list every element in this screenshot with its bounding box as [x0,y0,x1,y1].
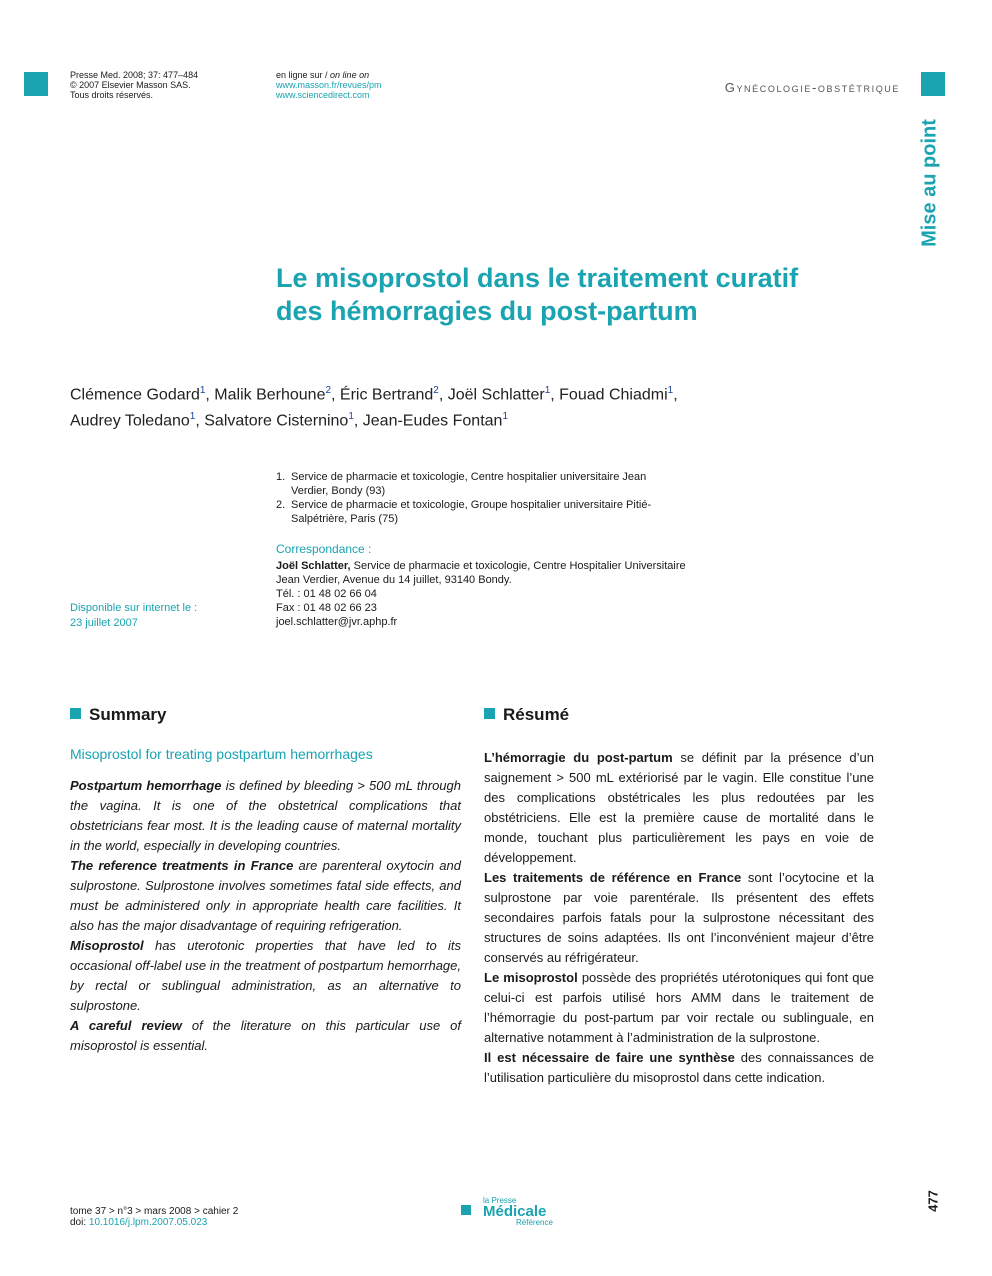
authors-line-2 [70,406,770,432]
author-affiliation-ref: 1 [189,411,196,423]
author-name: Fouad Chiadmi [559,386,668,404]
author-name: Salvatore Cisternino [204,412,349,430]
author-affiliation-ref: 1 [544,385,551,396]
author-name: Clémence Godard [70,386,200,404]
author-affiliation-ref: 1 [667,385,674,396]
author-name: Audrey Toledano [70,412,190,430]
author-affiliation-ref: 1 [502,411,508,423]
article-title [276,262,876,328]
summary-text: is defined by bleeding > 500 mL through the vagina. It is one of the obstetrical complications that obstetricians fear most. It is the leading cause of maternal mortality in the world, especially in developing countries. [70,778,461,853]
affiliation-item [276,470,676,498]
resume-heading [484,705,874,725]
title-line-1: Le misoprostol dans le traitement curatif [276,263,799,293]
correspondence-fax: Fax : 01 48 02 66 23 [276,602,377,614]
logo-square-icon [461,1205,471,1215]
resume-lead: L’hémorragie du post-partum [484,750,673,765]
author-affiliation-ref: 2 [325,385,332,396]
author-name: Joël Schlatter [447,386,545,404]
article-type-tab [910,115,950,250]
heading-bullet-icon [484,708,495,719]
issue-line: tome 37 > n°3 > mars 2008 > cahier 2 [70,1206,239,1217]
affiliation-number: 2. [276,499,286,511]
doi-line [70,1217,370,1228]
affiliations [276,470,676,526]
author-name: Malik Berhoune [214,386,326,404]
author-list [70,380,770,433]
online-label: en ligne sur / [276,70,328,80]
resume-paragraph [484,748,874,868]
resume-paragraph [484,968,874,1048]
correspondence-address-line-2: Jean Verdier, Avenue du 14 juillet, 93140 Bondy. [276,574,512,586]
summary-paragraph [70,936,461,1016]
summary-text: of the literature on this particular use of misoprostol is essential. [70,1018,461,1053]
summary-heading [70,705,461,725]
correspondent-address: Service de pharmacie et toxicologie, Centre Hospitalier Universitaire [350,560,686,572]
author-name: Jean-Eudes Fontan [362,412,503,430]
author-name: Éric Bertrand [339,386,434,404]
summary-text: are parenteral oxytocin and sulprostone. Sulprostone involves sometimes fatal side effects, and must be administered only in appropriate health care facilities. It also has the major disadvantage of requiring refrigeration. [70,858,461,933]
available-online-date: 23 juillet 2007 [70,617,138,629]
affiliation-item [276,498,676,526]
online-label-row [276,70,476,80]
summary-paragraph [70,856,461,936]
affiliation-number: 1. [276,471,286,483]
resume-heading-text: Résumé [503,705,570,724]
sciencedirect-link[interactable]: www.sciencedirect.com [276,90,370,100]
resume-lead: Le misoprostol [484,970,578,985]
logo-line-3: Référence [516,1218,553,1227]
summary-lead: A careful review [70,1018,182,1033]
summary-lead: Misoprostol [70,938,144,953]
affiliation-text: Service de pharmacie et toxicologie, Groupe hospitalier universitaire Pitié-Salpétrière, Paris (75) [291,499,652,525]
correspondence-label: Correspondance : [276,542,372,556]
resume-lead: Il est nécessaire de faire une synthèse [484,1050,735,1065]
resume-lead: Les traitements de référence en France [484,870,742,885]
author-separator: , [331,386,340,404]
online-label-en: on line on [330,70,370,80]
correspondence-email[interactable]: joel.schlatter@jvr.aphp.fr [276,616,398,628]
article-type-label: Mise au point [918,118,941,247]
author-separator: , [673,386,678,404]
corner-square-left [24,72,48,96]
journal-logo [461,1196,581,1228]
summary-paragraph [70,1016,461,1056]
resume-text: possède des propriétés utérotoniques qui font que celui-ci est parfois utilisé hors AMM dans le traitement de l’hémorragie du post-partum par voir rectale ou sublinguale, en alternative notamment à l’administration de la sulprostone. [484,970,875,1045]
resume-text: des connaissances de l’utilisation particulière du misoprostol dans cette indication. [484,1050,874,1085]
summary-heading-text: Summary [89,705,167,724]
author-separator: , [550,386,560,404]
heading-bullet-icon [70,708,81,719]
resume-text: sont l’ocytocine et la sulprostone par voie parentérale. Ils présentent des effets secondaires parfois fatals pour la sulprostone nécessitant des structures de soins adaptées. Ils ont l’inconvénient majeur d’être conservés au réfrigérateur. [484,870,874,965]
page-number-text: 477 [925,1190,941,1212]
correspondence-tel: Tél. : 01 48 02 66 04 [276,588,377,600]
corner-square-right [921,72,945,96]
page-number [920,1186,946,1216]
available-online [70,601,250,631]
correspondent-name: Joël Schlatter, [276,560,351,572]
affiliation-text: Service de pharmacie et toxicologie, Centre hospitalier universitaire Jean Verdier, Bondy (93) [291,471,647,497]
masson-link[interactable]: www.masson.fr/revues/pm [276,80,382,90]
author-affiliation-ref: 1 [348,411,354,423]
section-label: Gynécologie-obstétrique [724,80,900,95]
correspondence-address-line-1 [276,559,696,573]
footer-issue-info [70,1206,370,1228]
summary-column [70,705,461,1056]
title-line-2: des hémorragies du post-partum [276,296,698,326]
author-affiliation-ref: 1 [199,385,206,396]
correspondence-block [276,542,696,629]
resume-paragraph [484,1048,874,1088]
summary-paragraph [70,776,461,856]
doi-link[interactable]: 10.1016/j.lpm.2007.05.023 [88,1217,208,1228]
logo-line-2: Médicale [483,1203,547,1220]
logo-line-1: la Presse [483,1196,517,1205]
resume-column [484,705,874,1088]
summary-subtitle: Misoprostol for treating postpartum hemorrhages [70,746,373,762]
summary-lead: The reference treatments in France [70,858,294,873]
author-separator: , [205,386,215,404]
available-online-label: Disponible sur internet le : [70,602,198,614]
summary-text: has uterotonic properties that have led to its occasional off-label use in the treatment of postpartum hemorrhage, by rectal or sublingual administration, as an alternative to sulprostone. [70,938,461,1013]
authors-line-1 [70,380,770,406]
author-separator: , [195,412,205,430]
journal-citation-line: Presse Med. 2008; 37: 477–484 [70,70,199,80]
doi-label: doi: [70,1217,89,1228]
copyright-line: © 2007 Elsevier Masson SAS. [70,80,191,90]
resume-text: se définit par la présence d’un saignement > 500 mL extériorisé par le vagin. Elle constitue l’une des complications obstétricales les plus redoutées par les obstétriciens. Elle est la première cause de mortalité dans le monde, touchant plus particulièrement les pays en voie de développement. [484,750,874,865]
resume-paragraph [484,868,874,968]
rights-line: Tous droits réservés. [70,90,154,100]
online-links [276,70,476,100]
summary-lead: Postpartum hemorrhage [70,778,222,793]
author-separator: , [438,386,448,404]
journal-citation [70,70,270,100]
author-separator: , [353,412,363,430]
author-affiliation-ref: 2 [433,385,439,396]
